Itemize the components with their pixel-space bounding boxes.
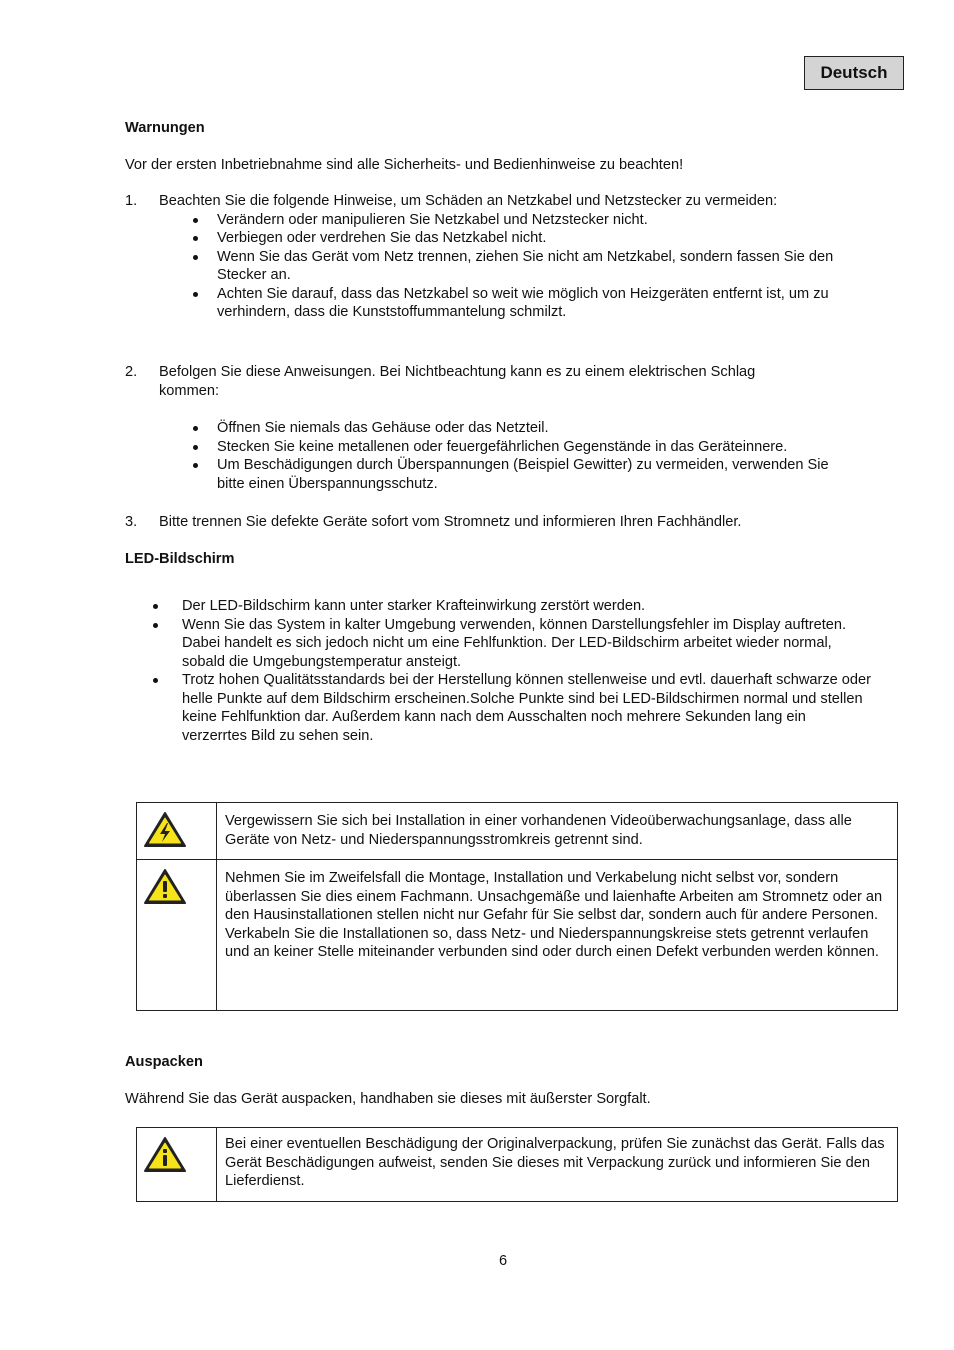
notice-row [137,1128,898,1202]
notice-text: Bei einer eventuellen Beschädigung der Originalverpackung, prüfen Sie zunächst das Gerät. Falls das Gerät Beschädigungen aufweist, senden Sie dieses mit Verpackung zurück und informieren Sie den Lieferdienst. [217,1128,898,1202]
list-item: Der LED-Bildschirm kann unter starker Krafteinwirkung zerstört werden. [151,597,871,616]
item-number: 3. [125,514,138,530]
item-text: Befolgen Sie diese Anweisungen. Bei Nichtbeachtung kann es zu einem elektrischen Schlag kommen: [159,364,756,399]
led-list [151,597,871,745]
notice-text: Vergewissern Sie sich bei Installation in einer vorhandenen Videoüberwachungsanlage, dass alle Geräte von Netz- und Niederspannungsstromkreis getrennt sind. [217,803,898,860]
page-number: 6 [498,1253,508,1269]
notice-table-unpacking [136,1127,898,1202]
notice-icon-cell [137,1128,217,1202]
warnings-heading: Warnungen [125,120,205,136]
warning-item-1 [125,192,885,322]
warning-item-2 [125,363,885,493]
item-text: Beachten Sie die folgende Hinweise, um Schäden an Netzkabel und Netzstecker zu vermeiden: [159,193,778,209]
notice-icon-cell [137,803,217,860]
item-number: 2. [125,364,138,380]
unpacking-intro: Während Sie das Gerät auspacken, handhaben sie dieses mit äußerster Sorgfalt. [125,1091,651,1107]
notice-row [137,803,898,860]
list-item: Verbiegen oder verdrehen Sie das Netzkabel nicht. [191,229,851,248]
list-item: Verändern oder manipulieren Sie Netzkabel und Netzstecker nicht. [191,211,851,230]
item-text: Bitte trennen Sie defekte Geräte sofort vom Stromnetz und informieren Ihren Fachhändler. [159,514,742,530]
item-number: 1. [125,193,138,209]
warning-item-3 [125,513,885,532]
list-item: Wenn Sie das Gerät vom Netz trennen, ziehen Sie nicht am Netzkabel, sondern fassen Sie den Stecker an. [191,248,851,285]
list-item: Wenn Sie das System in kalter Umgebung verwenden, können Darstellungsfehler im Display auftreten. Dabei handelt es sich jedoch nicht um eine Fehlfunktion. Der LED-Bildschirm arbeitet wieder normal, sobald die Umgebungstemperatur ansteigt. [151,616,871,672]
high-voltage-warning-icon [143,811,187,849]
notice-icon-cell [137,860,217,1011]
notice-table [136,802,898,1011]
led-heading: LED-Bildschirm [125,551,235,567]
exclamation-warning-icon [143,868,187,906]
warnings-intro: Vor der ersten Inbetriebnahme sind alle Sicherheits- und Bedienhinweise zu beachten! [125,157,684,173]
notice-paragraph: Nehmen Sie im Zweifelsfall die Montage, Installation und Verkabelung nicht selbst vor, sondern überlassen Sie dies einem Fachmann. Unsachgemäße und laienhafte Arbeiten am Stromnetz oder an den Hausinstallationen stellen nicht nur Gefahr für Sie selbst dar, sondern auch für andere Personen. [225,870,883,923]
unpacking-heading: Auspacken [125,1054,203,1070]
list-item: Um Beschädigungen durch Überspannungen (Beispiel Gewitter) zu vermeiden, verwenden Sie bitte einen Überspannungsschutz. [191,456,851,493]
notice-paragraph: Verkabeln Sie die Installationen so, dass Netz- und Niederspannungskreise stets getrennt verlaufen und an keiner Stelle miteinander verbunden sind oder durch einen Defekt verbunden werden können. [225,925,879,960]
notice-row [137,860,898,1011]
list-item: Stecken Sie keine metallenen oder feuergefährlichen Gegenstände in das Geräteinnere. [191,438,851,457]
list-item: Trotz hohen Qualitätsstandards bei der Herstellung können stellenweise und evtl. dauerhaft schwarze oder helle Punkte auf dem Bildschirm erscheinen.Solche Punkte sind bei LED-Bildschirmen normal und stellen keine Fehlfunktion dar. Außerdem kann nach dem Ausschalten noch mehrere Sekunden lang ein verzerrtes Bild zu sehen sein. [151,671,871,745]
list-item: Achten Sie darauf, dass das Netzkabel so weit wie möglich von Heizgeräten entfernt ist, um zu verhindern, dass die Kunststoffummantelung schmilzt. [191,285,851,322]
language-label: Deutsch [804,56,904,90]
info-warning-icon [143,1136,187,1174]
list-item: Öffnen Sie niemals das Gehäuse oder das Netzteil. [191,419,851,438]
notice-text [217,860,898,1011]
